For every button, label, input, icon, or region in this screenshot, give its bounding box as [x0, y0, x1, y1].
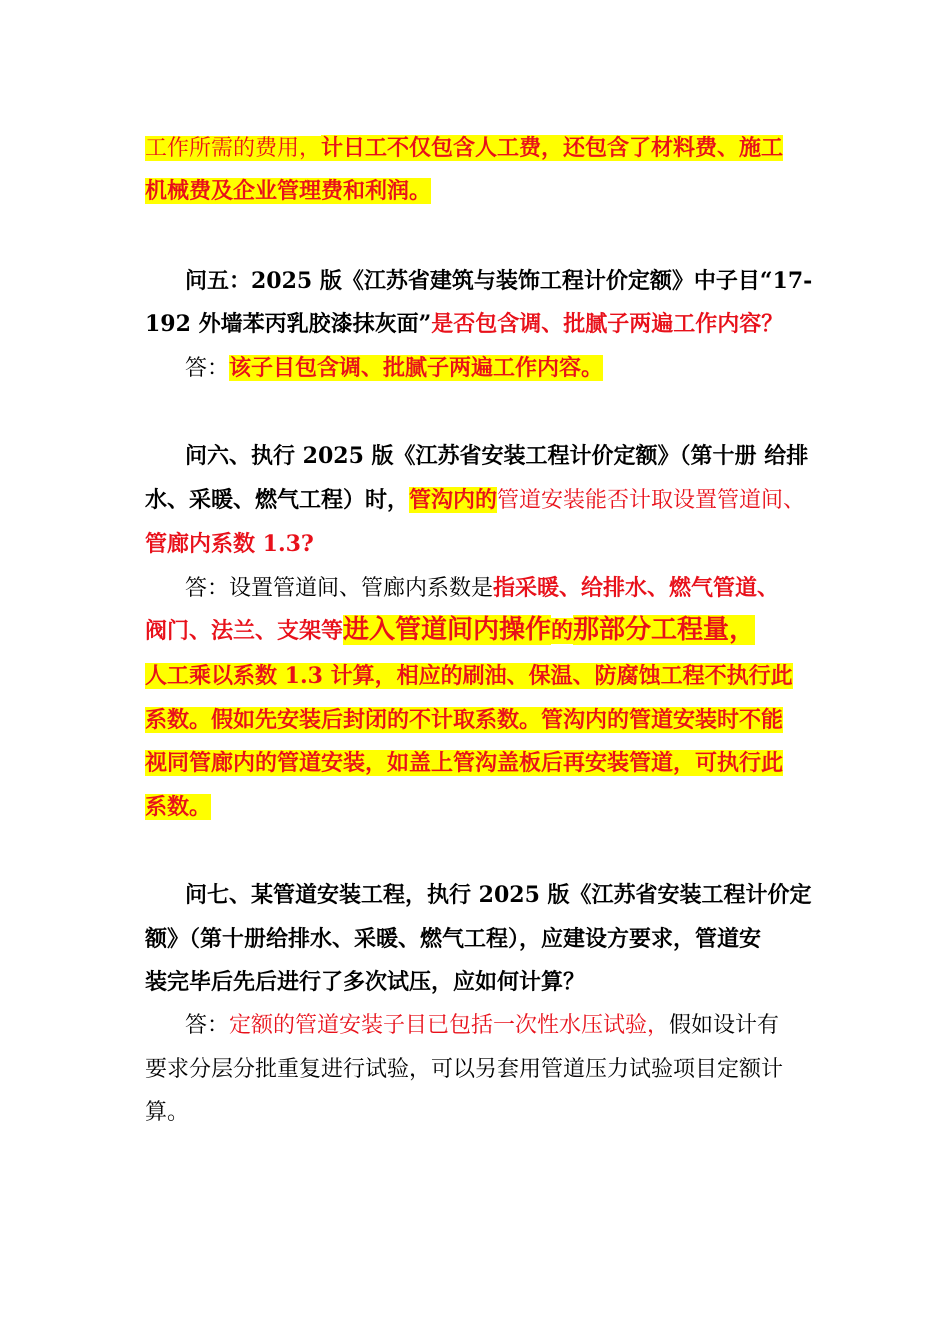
q6-answer-text-h: 系数。假如先安装后封闭的不计取系数。管沟内的管道安装时不能: [145, 707, 784, 733]
q5-answer-text: 该子目包含调、批腻子两遍工作内容。: [229, 355, 604, 381]
q6-answer-text-c: 进入管道间内操作: [343, 615, 552, 645]
q6-answer-prefix: 答：设置管道间、管廊内系数是: [185, 576, 494, 601]
q7-answer-text-a: 定额的管道安装子目已包括一次性水压试验，: [229, 1013, 670, 1038]
q7-question-line-3: 装完毕后先后进行了多次试压，应如何计算？: [145, 969, 586, 995]
q6-answer-line-1: [185, 573, 779, 604]
q7-answer-text-b: 假如设计有: [669, 1013, 780, 1038]
q5-question-text-b: 是否包含调、批腻子两遍工作内容？: [431, 311, 784, 337]
q6-answer-text-g: 人工乘以系数 1.3 计算，相应的刷油、保温、防腐蚀工程不执行此: [145, 663, 793, 689]
p1-text-b: 计日工不仅包含人工费，还包含了材料费、施工: [321, 135, 784, 161]
q6-answer-line-6: [145, 792, 211, 823]
q6-question-text-b: 管沟内的: [409, 487, 498, 513]
q6-answer-line-3: [145, 661, 793, 692]
p1-text-a: 工作所需的费用，: [145, 136, 322, 161]
p1-line-2: [145, 176, 431, 207]
q6-answer-text-e: 那部分工程量: [573, 615, 730, 645]
q7-question-line-2: 额》（第十册给排水、采暖、燃气工程），应建设方要求，管道安: [145, 926, 762, 952]
q6-answer-line-5: [145, 748, 783, 779]
q5-question-text-a: 192 外墙苯丙乳胶漆抹灰面”: [145, 311, 432, 337]
q6-question-text-a: 水、采暖、燃气工程）时，: [145, 487, 410, 513]
p1-line-1: [145, 133, 783, 164]
q7-answer-prefix: 答：: [185, 1013, 230, 1038]
q6-answer-text-j: 系数。: [145, 794, 212, 820]
q6-question-text-d: 管廊内系数 1.3?: [145, 531, 314, 557]
q6-question-line-3: [145, 529, 314, 560]
q6-question-line-1: 问六、执行 2025 版《江苏省安装工程计价定额》（第十册 给排: [185, 443, 809, 469]
q6-question-line-2: [145, 485, 805, 516]
q6-question-text-c: 管道安装能否计取设置管道间、: [497, 488, 806, 513]
q7-answer-line-1: [185, 1011, 779, 1041]
q7-answer-line-3: 算。: [145, 1100, 190, 1125]
q7-question-line-1: 问七、某管道安装工程，执行 2025 版《江苏省安装工程计价定: [185, 882, 812, 908]
q7-answer-line-2: 要求分层分批重复进行试验，可以另套用管道压力试验项目定额计: [145, 1057, 784, 1082]
q5-answer-line: [185, 353, 603, 384]
q6-answer-text-d: 的: [551, 618, 574, 644]
q5-question-line-2: [145, 309, 783, 340]
q6-answer-text-b: 阀门、法兰、支架等: [145, 618, 344, 644]
p1-text-c: 机械费及企业管理费和利润。: [145, 178, 432, 204]
q6-answer-line-2: [145, 612, 755, 650]
q5-answer-prefix: 答：: [185, 356, 230, 381]
q6-answer-text-i: 视同管廊内的管道安装，如盖上管沟盖板后再安装管道，可执行此: [145, 750, 784, 776]
q6-answer-text-a: 指采暖、给排水、燃气管道、: [493, 575, 780, 601]
q6-answer-text-f: ，: [729, 615, 756, 645]
q5-question-line-1: 问五：2025 版《江苏省建筑与装饰工程计价定额》中子目“17-: [185, 268, 813, 294]
q6-answer-line-4: [145, 705, 783, 736]
